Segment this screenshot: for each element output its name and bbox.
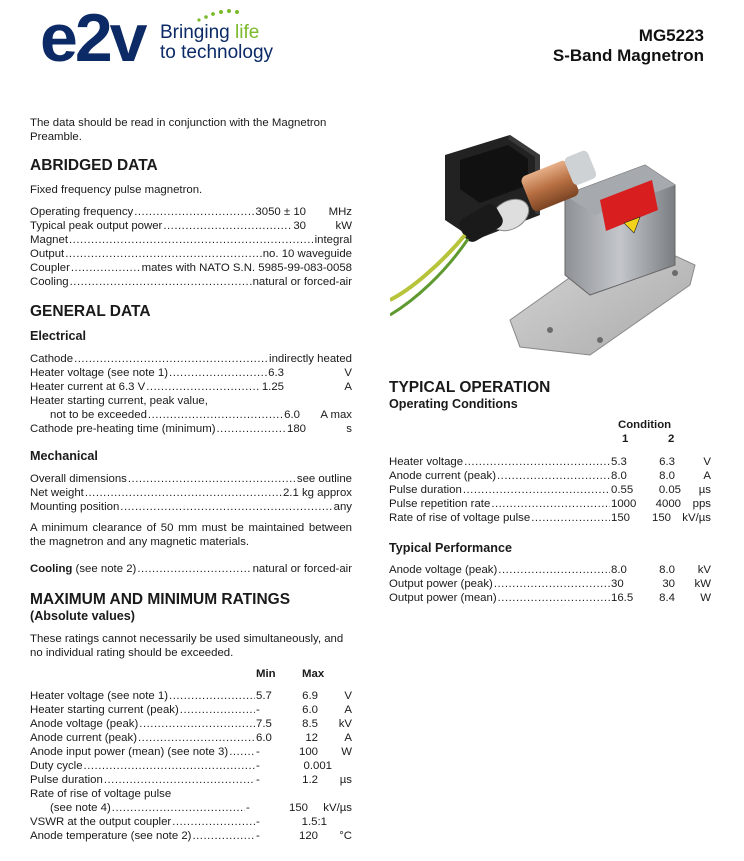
row-c2: 30 (662, 578, 675, 590)
row-value: 1.25 (261, 381, 284, 393)
electrical-row (30, 422, 352, 436)
row-c1: 8.0 (611, 470, 627, 482)
row-label: Cathode (30, 353, 74, 365)
row-max: 8.5 (302, 718, 318, 730)
row-c1: 150 (611, 512, 631, 524)
row-label: Coupler (30, 262, 70, 274)
row-min: - (256, 760, 260, 772)
row-label: Typical peak output power (30, 220, 163, 232)
row-min: 5.7 (256, 690, 272, 702)
row-value: mates with NATO S.N. 5985-99-083-0058 (141, 262, 352, 274)
ratings-row (30, 787, 352, 801)
row-value: 2.1 kg approx (282, 487, 352, 499)
abridged-row (30, 205, 352, 219)
row-unit: kW (694, 578, 711, 590)
abridged-desc: Fixed frequency pulse magnetron. (30, 184, 203, 196)
row-max: 150 (288, 802, 308, 814)
row-label: Heater current at 6.3 V (30, 381, 146, 393)
intro-text: The data should be read in conjunction with the Magnetron Preamble. (30, 117, 327, 143)
electrical-table (30, 352, 352, 436)
row-label: Heater voltage (see note 1) (30, 367, 169, 379)
row-value: 180 (286, 423, 306, 435)
row-c2: 8.0 (659, 470, 675, 482)
row-max: 6.9 (302, 690, 318, 702)
magnetron-photo (390, 115, 710, 360)
row-unit: V (703, 456, 711, 468)
row-label: Cooling (30, 276, 69, 288)
abridged-row (30, 261, 352, 275)
row-unit: kV/µs (323, 802, 352, 814)
tagline-text-2: to technology (160, 42, 274, 63)
mechanical-row (30, 500, 352, 514)
row-label: Magnet (30, 234, 68, 246)
tagline-text: Bringing (160, 22, 235, 43)
electrical-heading: Electrical (30, 329, 87, 343)
row-unit: V (344, 690, 352, 702)
row-unit: kV/µs (682, 512, 711, 524)
col-max-header: Max (302, 668, 325, 680)
ratings-row (30, 689, 352, 703)
row-c1: 8.0 (611, 564, 627, 576)
row-max: 12 (305, 732, 318, 744)
performance-table (389, 563, 711, 605)
electrical-row (30, 380, 352, 394)
col-min-header: Min (256, 668, 276, 680)
row-label: Duty cycle (30, 760, 83, 772)
row-label: Anode input power (mean) (see note 3) (30, 746, 229, 758)
mechanical-row (30, 472, 352, 486)
ratings-row (30, 801, 352, 815)
electrical-row (30, 352, 352, 366)
abridged-row (30, 247, 352, 261)
row-unit: MHz (328, 206, 352, 218)
row-value: 3050 ± 10 (255, 206, 306, 218)
ratings-row (30, 759, 352, 773)
clearance-note: A minimum clearance of 50 mm must be maintained between the magnetron and any magnetic materials. (30, 522, 352, 548)
row-unit: s (346, 423, 352, 435)
row-label: Heater starting current, peak value, (30, 395, 208, 407)
row-unit: A max (320, 409, 352, 421)
general-heading: GENERAL DATA (30, 303, 151, 320)
row-value: indirectly heated (269, 353, 352, 365)
cooling-note: (see note 2) (72, 563, 137, 575)
mechanical-row (30, 486, 352, 500)
company-logo: e2v (40, 0, 145, 76)
row-c1: 30 (611, 578, 624, 590)
row-label: Heater voltage (389, 456, 464, 468)
row-label: Output power (peak) (389, 578, 493, 590)
electrical-row (30, 394, 352, 408)
row-max: 6.0 (302, 704, 318, 716)
row-c1: 16.5 (611, 592, 634, 604)
conditions-row (389, 497, 711, 511)
row-unit: °C (339, 830, 352, 842)
cooling-value: natural or forced-air (252, 563, 352, 575)
row-max: 100 (298, 746, 318, 758)
abridged-row (30, 219, 352, 233)
row-max: 1.5:1 (301, 816, 327, 828)
row-min: - (256, 830, 260, 842)
electrical-row (30, 408, 352, 422)
abridged-heading: ABRIDGED DATA (30, 157, 158, 174)
row-value: any (333, 501, 352, 513)
row-label: Anode voltage (peak) (30, 718, 139, 730)
row-value: 30 (293, 220, 306, 232)
ratings-subheading: (Absolute values) (30, 609, 135, 623)
condition-header: Condition (618, 419, 672, 431)
row-label: Mounting position (30, 501, 120, 513)
row-label: Pulse duration (30, 774, 103, 786)
row-label: Anode voltage (peak) (389, 564, 498, 576)
tagline-life: life (235, 22, 260, 43)
row-min: - (256, 816, 260, 828)
row-value: integral (314, 234, 352, 246)
row-min: 7.5 (256, 718, 272, 730)
document-title: S-Band Magnetron (552, 46, 704, 65)
cooling-label: Cooling (30, 563, 73, 575)
performance-heading: Typical Performance (389, 541, 512, 555)
row-label: not to be exceeded (50, 409, 147, 421)
mechanical-heading: Mechanical (30, 449, 98, 463)
ratings-heading: MAXIMUM AND MINIMUM RATINGS (30, 591, 291, 608)
tagline (160, 23, 273, 63)
conditions-row (389, 469, 711, 483)
row-value: 6.3 (268, 367, 284, 379)
model-number: MG5223 (638, 26, 704, 45)
row-min: 6.0 (256, 732, 272, 744)
row-value: natural or forced-air (252, 276, 352, 288)
row-min: - (256, 704, 260, 716)
ratings-row (30, 745, 352, 759)
row-unit: V (344, 367, 352, 379)
row-unit: kW (335, 220, 352, 232)
ratings-row (30, 703, 352, 717)
ratings-row (30, 773, 352, 787)
row-min: - (256, 774, 260, 786)
row-label: Pulse repetition rate (389, 498, 491, 510)
row-unit: µs (339, 774, 352, 786)
condition-1-header: 1 (622, 433, 629, 445)
row-c2: 0.05 (658, 484, 681, 496)
ratings-row (30, 717, 352, 731)
row-unit: kV (338, 718, 352, 730)
row-c2: 8.4 (659, 592, 675, 604)
row-unit: pps (692, 498, 711, 510)
ratings-table (30, 689, 352, 843)
abridged-row (30, 233, 352, 247)
row-label: Rate of rise of voltage pulse (30, 788, 172, 800)
row-label: Output (30, 248, 65, 260)
conditions-table (389, 455, 711, 525)
row-min: - (246, 802, 250, 814)
row-label: Anode current (peak) (30, 732, 138, 744)
performance-row (389, 591, 711, 605)
row-label: Pulse duration (389, 484, 462, 496)
row-unit: W (700, 592, 711, 604)
row-min: - (256, 746, 260, 758)
row-value: no. 10 waveguide (262, 248, 352, 260)
electrical-row (30, 366, 352, 380)
typical-heading: TYPICAL OPERATION (389, 379, 551, 396)
row-c1: 0.55 (611, 484, 634, 496)
row-label: Cathode pre-heating time (minimum) (30, 423, 216, 435)
performance-row (389, 563, 711, 577)
row-label: Output power (mean) (389, 592, 497, 604)
row-unit: A (703, 470, 711, 482)
mechanical-table (30, 472, 352, 514)
row-unit: µs (698, 484, 711, 496)
row-c1: 1000 (611, 498, 637, 510)
row-unit: W (341, 746, 352, 758)
row-value: see outline (296, 473, 352, 485)
row-unit: kV (697, 564, 711, 576)
row-c1: 5.3 (611, 456, 627, 468)
conditions-row (389, 455, 711, 469)
cooling-row (30, 562, 352, 576)
row-unit: A (344, 381, 352, 393)
abridged-row (30, 275, 352, 289)
logo-dots-icon (196, 8, 242, 22)
ratings-note: These ratings cannot necessarily be used simultaneously, and no individual rating should be exceeded. (30, 633, 344, 659)
row-label: Heater voltage (see note 1) (30, 690, 169, 702)
row-label: Overall dimensions (30, 473, 127, 485)
row-value: 6.0 (284, 409, 300, 421)
row-unit: A (344, 732, 352, 744)
condition-2-header: 2 (668, 433, 675, 445)
ratings-row (30, 829, 352, 843)
row-label: Rate of rise of voltage pulse (389, 512, 531, 524)
row-c2: 150 (651, 512, 671, 524)
row-label: Net weight (30, 487, 84, 499)
conditions-heading: Operating Conditions (389, 397, 518, 411)
row-max: 120 (298, 830, 318, 842)
abridged-table (30, 205, 352, 289)
row-c2: 6.3 (659, 456, 675, 468)
conditions-row (389, 511, 711, 525)
row-label: Anode temperature (see note 2) (30, 830, 192, 842)
row-label: Operating frequency (30, 206, 134, 218)
row-label: VSWR at the output coupler (30, 816, 172, 828)
ratings-row (30, 731, 352, 745)
row-unit: A (344, 704, 352, 716)
conditions-row (389, 483, 711, 497)
ratings-row (30, 815, 352, 829)
row-label: Anode current (peak) (389, 470, 497, 482)
row-c2: 4000 (655, 498, 681, 510)
row-c2: 8.0 (659, 564, 675, 576)
row-max: 1.2 (302, 774, 318, 786)
row-label: Heater starting current (peak) (30, 704, 179, 716)
row-label: (see note 4) (50, 802, 111, 814)
row-max: 0.001 (303, 760, 332, 772)
performance-row (389, 577, 711, 591)
